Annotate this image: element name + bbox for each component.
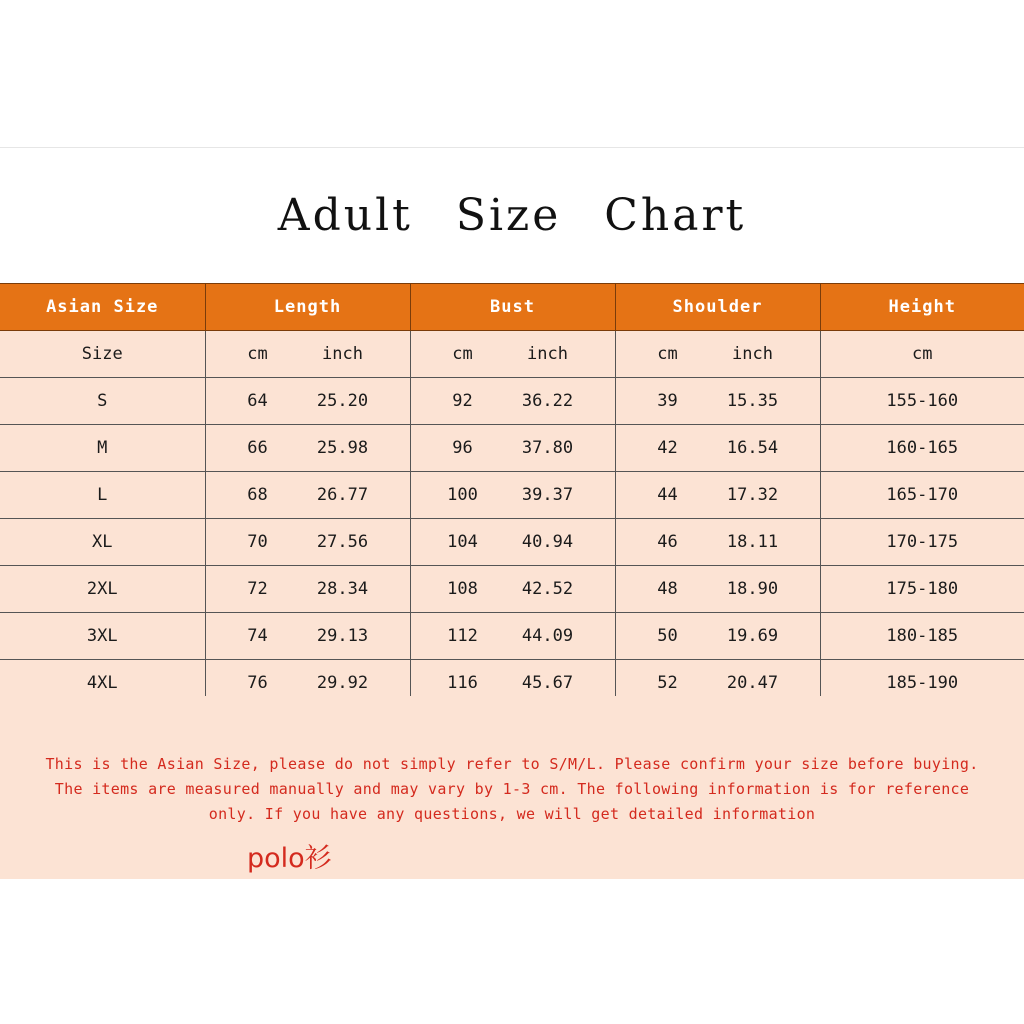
unit-length	[205, 331, 410, 378]
brand-label: polo衫	[247, 843, 332, 874]
bust-cell	[410, 472, 615, 519]
shoulder-cell	[615, 378, 820, 425]
shoulder-cell	[615, 613, 820, 660]
bust-cm-value: 112	[447, 626, 478, 646]
shoulder-inch-value: 20.47	[726, 673, 779, 693]
note-line: This is the Asian Size, please do not simply refer to S/M/L. Please confirm your size before buying.	[45, 755, 979, 773]
header-bust: Bust	[410, 284, 615, 331]
note-area	[0, 696, 1024, 879]
size-chart-sheet	[0, 147, 1024, 879]
size-table	[0, 283, 1024, 707]
bust-inch-value: 37.80	[521, 438, 574, 458]
length-cell	[205, 613, 410, 660]
bust-inch-value: 44.09	[521, 626, 574, 646]
height-cell: 165-170	[820, 472, 1024, 519]
shoulder-cm-value: 39	[657, 391, 678, 411]
bust-cell	[410, 378, 615, 425]
unit-size: Size	[0, 331, 205, 378]
header-length: Length	[205, 284, 410, 331]
length-inch-value: 26.77	[316, 485, 369, 505]
table-row	[0, 378, 1024, 425]
shoulder-inch-value: 19.69	[726, 626, 779, 646]
unit-bust-cm: cm	[452, 344, 473, 364]
height-cell: 185-190	[820, 660, 1024, 707]
shoulder-inch-value: 18.90	[726, 579, 779, 599]
length-cm-value: 64	[247, 391, 268, 411]
shoulder-cell	[615, 519, 820, 566]
note-line: The items are measured manually and may vary by 1-3 cm. The following information is for reference	[54, 780, 970, 798]
length-cell	[205, 425, 410, 472]
unit-shoulder-cm: cm	[657, 344, 678, 364]
shoulder-inch-value: 15.35	[726, 391, 779, 411]
length-inch-value: 28.34	[316, 579, 369, 599]
unit-bust-inch: inch	[527, 344, 568, 364]
size-cell: S	[0, 378, 205, 425]
table-row	[0, 519, 1024, 566]
shoulder-cm-value: 42	[657, 438, 678, 458]
bust-cell	[410, 613, 615, 660]
length-inch-value: 29.13	[316, 626, 369, 646]
length-cell	[205, 519, 410, 566]
unit-shoulder-inch: inch	[732, 344, 773, 364]
size-cell: 3XL	[0, 613, 205, 660]
shoulder-inch-value: 17.32	[726, 485, 779, 505]
shoulder-inch-value: 16.54	[726, 438, 779, 458]
table-row	[0, 613, 1024, 660]
shoulder-cm-value: 44	[657, 485, 678, 505]
size-cell: M	[0, 425, 205, 472]
note-text	[8, 752, 1016, 827]
length-cell	[205, 378, 410, 425]
size-cell: XL	[0, 519, 205, 566]
length-cm-value: 70	[247, 532, 268, 552]
unit-bust	[410, 331, 615, 378]
shoulder-cell	[615, 472, 820, 519]
size-cell: 4XL	[0, 660, 205, 707]
size-cell: 2XL	[0, 566, 205, 613]
shoulder-cell	[615, 425, 820, 472]
bust-cm-value: 104	[447, 532, 478, 552]
unit-height: cm	[820, 331, 1024, 378]
length-inch-value: 25.20	[316, 391, 369, 411]
unit-length-inch: inch	[322, 344, 363, 364]
header-shoulder: Shoulder	[615, 284, 820, 331]
note-line: only. If you have any questions, we will get detailed information	[208, 805, 816, 823]
units-row	[0, 331, 1024, 378]
unit-shoulder	[615, 331, 820, 378]
height-cell: 170-175	[820, 519, 1024, 566]
size-rows	[0, 378, 1024, 707]
length-inch-value: 25.98	[316, 438, 369, 458]
shoulder-cm-value: 50	[657, 626, 678, 646]
length-cm-value: 66	[247, 438, 268, 458]
height-cell: 180-185	[820, 613, 1024, 660]
bust-cm-value: 96	[452, 438, 473, 458]
table-row	[0, 566, 1024, 613]
table-row	[0, 472, 1024, 519]
bust-inch-value: 42.52	[521, 579, 574, 599]
header-row	[0, 284, 1024, 331]
bust-cm-value: 108	[447, 579, 478, 599]
length-cm-value: 74	[247, 626, 268, 646]
shoulder-inch-value: 18.11	[726, 532, 779, 552]
bust-cell	[410, 425, 615, 472]
length-inch-value: 27.56	[316, 532, 369, 552]
height-cell: 160-165	[820, 425, 1024, 472]
bust-cm-value: 92	[452, 391, 473, 411]
header-height: Height	[820, 284, 1024, 331]
length-cm-value: 76	[247, 673, 268, 693]
bust-cm-value: 116	[447, 673, 478, 693]
bust-inch-value: 39.37	[521, 485, 574, 505]
bust-cell	[410, 566, 615, 613]
shoulder-cm-value: 52	[657, 673, 678, 693]
height-cell: 155-160	[820, 378, 1024, 425]
bust-inch-value: 36.22	[521, 391, 574, 411]
bust-inch-value: 40.94	[521, 532, 574, 552]
shoulder-cm-value: 48	[657, 579, 678, 599]
length-cell	[205, 472, 410, 519]
bust-cell	[410, 519, 615, 566]
bust-cm-value: 100	[447, 485, 478, 505]
length-cell	[205, 566, 410, 613]
header-asian-size: Asian Size	[0, 284, 205, 331]
chart-title: Adult Size Chart	[277, 190, 747, 241]
length-cm-value: 68	[247, 485, 268, 505]
length-inch-value: 29.92	[316, 673, 369, 693]
shoulder-cell	[615, 566, 820, 613]
shoulder-cm-value: 46	[657, 532, 678, 552]
unit-length-cm: cm	[247, 344, 268, 364]
height-cell: 175-180	[820, 566, 1024, 613]
size-cell: L	[0, 472, 205, 519]
bust-inch-value: 45.67	[521, 673, 574, 693]
table-row	[0, 425, 1024, 472]
length-cm-value: 72	[247, 579, 268, 599]
